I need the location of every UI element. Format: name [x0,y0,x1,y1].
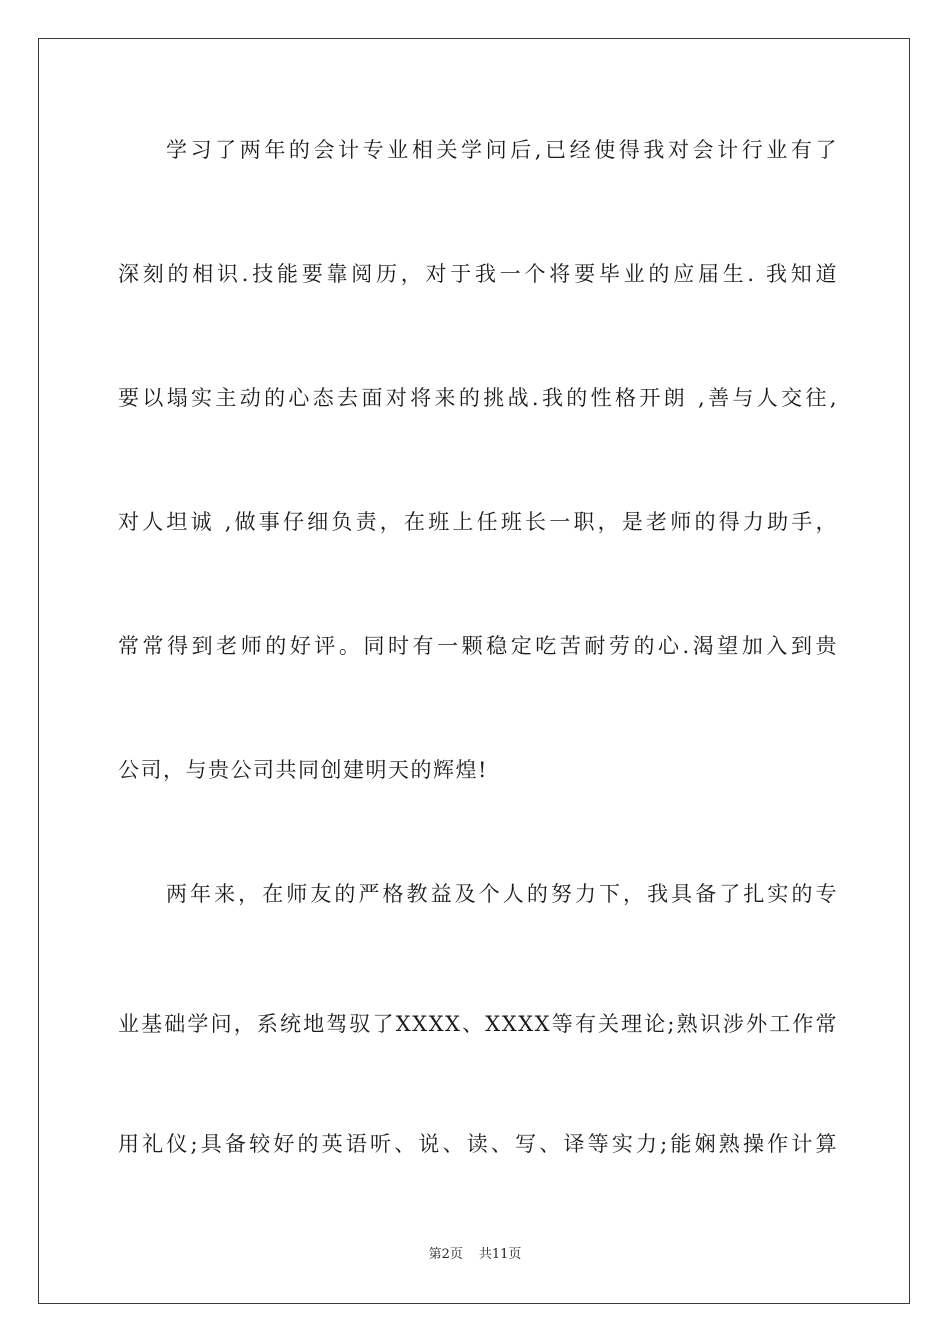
paragraph-1-line-1: 学习了两年的会计专业相关学问后,已经使得我对会计行业有了 [166,138,838,162]
paragraph-1-line-2: 深刻的相识.技能要靠阅历，对于我一个将要毕业的应届生. 我知道 [118,262,838,286]
page-total: 共11页 [478,1247,522,1262]
page-border [38,38,910,1304]
paragraph-1-line-3: 要以塌实主动的心态去面对将来的挑战.我的性格开朗 ,善与人交往, [118,386,838,410]
page-number: 第2页 [428,1247,463,1262]
paragraph-2-line-1: 两年来，在师友的严格教益及个人的努力下，我具备了扎实的专 [166,882,838,906]
page-footer [0,1246,950,1264]
paragraph-1-line-4: 对人坦诚 ,做事仔细负责，在班上任班长一职，是老师的得力助手， [118,510,838,534]
paragraph-1-line-6: 公司，与贵公司共同创建明天的辉煌! [118,758,488,782]
paragraph-1-line-5: 常常得到老师的好评。同时有一颗稳定吃苦耐劳的心.渴望加入到贵 [118,634,838,658]
paragraph-2-line-3: 用礼仪;具备较好的英语听、说、读、写、译等实力;能娴熟操作计算 [118,1132,838,1156]
paragraph-2-line-2: 业基础学问，系统地驾驭了XXXX、XXXX等有关理论;熟识涉外工作常 [118,1012,838,1036]
